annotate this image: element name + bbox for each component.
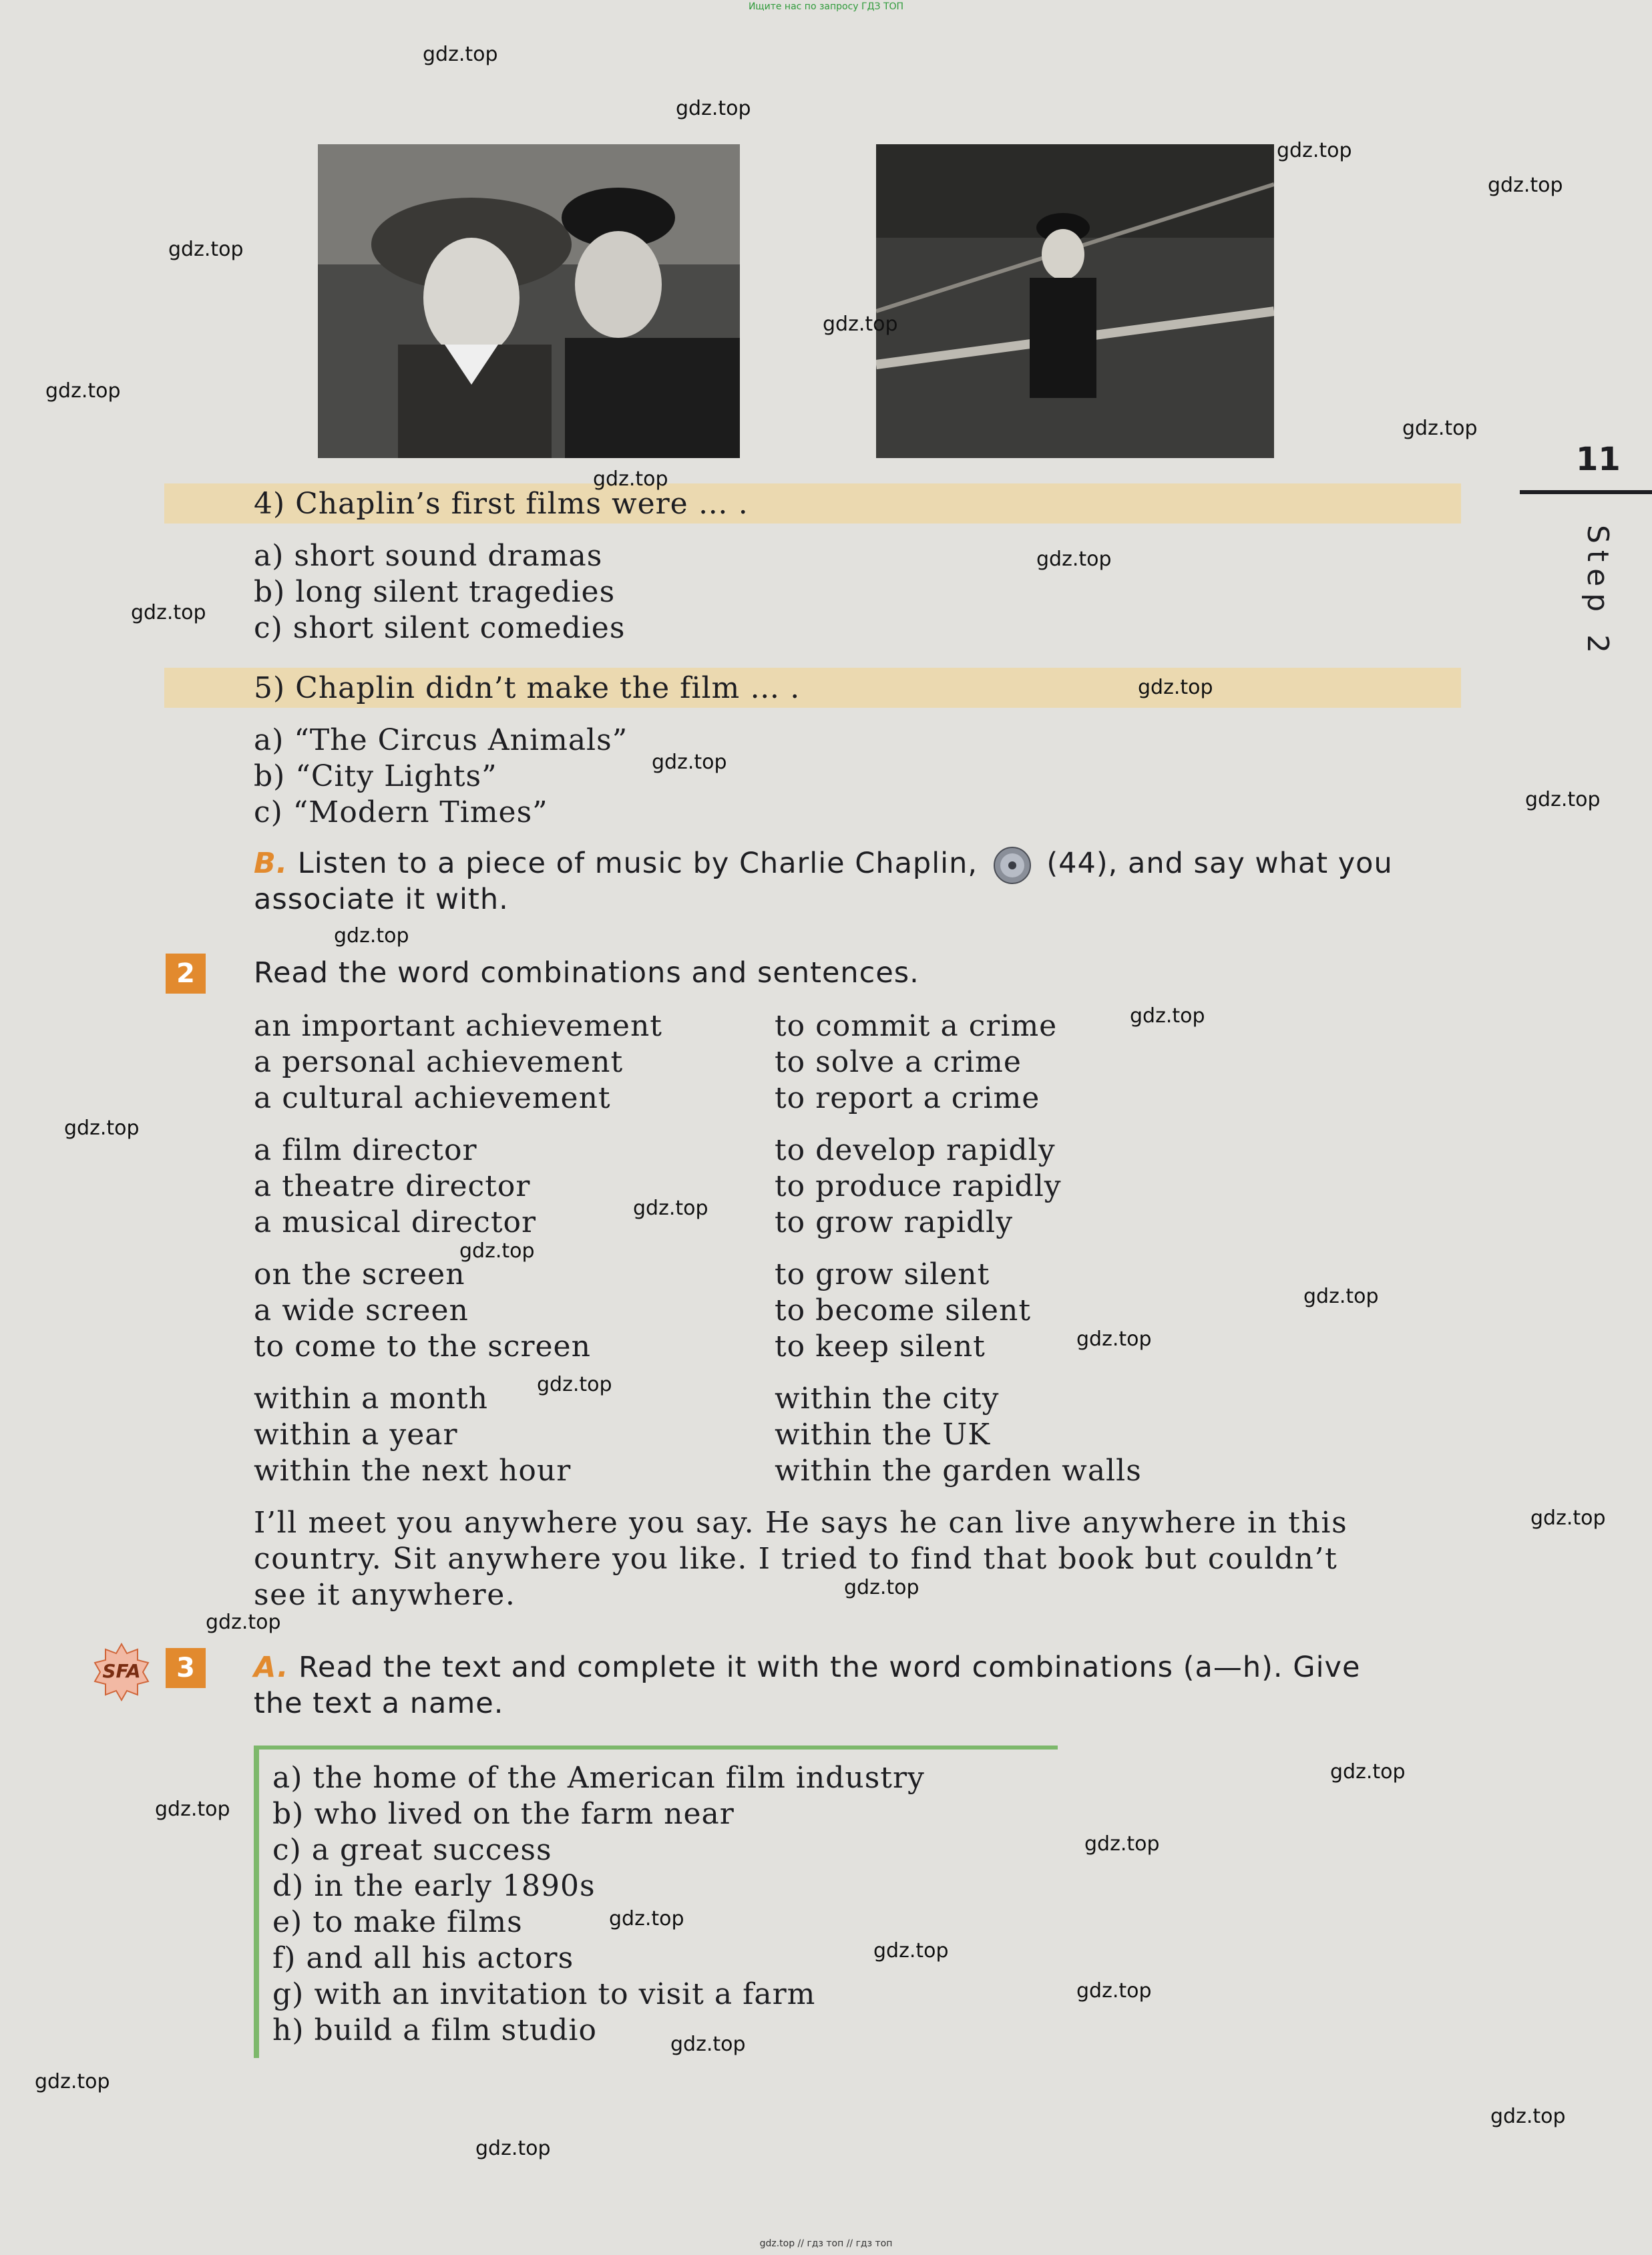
watermark: gdz.top: [873, 1939, 949, 1963]
ex2-right-1-1: to commit a crime: [775, 1009, 1058, 1043]
watermark: gdz.top: [1130, 1004, 1205, 1028]
ex2-left-1-1: an important achievement: [254, 1009, 662, 1043]
ex2-left-4-1: within a month: [254, 1382, 488, 1416]
ex2-left-1-3: a cultural achievement: [254, 1081, 611, 1115]
exercise-3-line-2: the text a name.: [254, 1687, 504, 1720]
ex2-left-1-2: a personal achievement: [254, 1045, 624, 1079]
watermark: gdz.top: [1138, 676, 1213, 699]
ex2-right-2-1: to develop rapidly: [775, 1133, 1056, 1167]
top-banner: Ищите нас по запросу ГДЗ ТОП: [748, 1, 904, 12]
ex2-left-3-2: a wide screen: [254, 1293, 469, 1327]
watermark: gdz.top: [676, 97, 751, 120]
watermark: gdz.top: [1525, 788, 1601, 811]
watermark: gdz.top: [1076, 1979, 1152, 2003]
watermark: gdz.top: [670, 2033, 746, 2056]
q5-stem: 5) Chaplin didn’t make the film … .: [254, 671, 801, 705]
sfa-label: SFA: [102, 1660, 141, 1682]
ex2-sentence-2: country. Sit anywhere you like. I tried to find that book but couldn’t: [254, 1542, 1338, 1576]
ex3-item-c: c) a great success: [272, 1833, 552, 1867]
watermark: gdz.top: [45, 379, 121, 403]
ex3-item-f: f) and all his actors: [272, 1941, 574, 1975]
watermark: gdz.top: [537, 1373, 612, 1396]
ex2-right-1-3: to report a crime: [775, 1081, 1040, 1115]
exercise-3-instruction: Read the text and complete it with the word combinations (a—h). Give: [298, 1651, 1361, 1684]
watermark: gdz.top: [652, 751, 727, 774]
watermark: gdz.top: [593, 467, 668, 491]
watermark: gdz.top: [1084, 1832, 1160, 1856]
exercise-2-number: 2: [166, 954, 206, 994]
ex3-item-h: h) build a film studio: [272, 2013, 597, 2047]
task-b-text-after: (44), and say what you: [1046, 847, 1393, 880]
ex3-item-e: e) to make films: [272, 1905, 523, 1939]
chaplin-photo-couple: [318, 144, 740, 458]
task-b-text-before: Listen to a piece of music by Charlie Chaplin,: [297, 847, 978, 880]
watermark: gdz.top: [131, 601, 206, 624]
exercise-3-letter: A.: [254, 1651, 289, 1684]
watermark: gdz.top: [1277, 139, 1352, 162]
sfa-badge: [92, 1643, 151, 1701]
q4-option-c: c) short silent comedies: [254, 611, 626, 645]
step-tab: Step 2: [1581, 525, 1615, 660]
ex3-item-b: b) who lived on the farm near: [272, 1797, 735, 1831]
ex2-right-3-3: to keep silent: [775, 1329, 986, 1364]
ex2-right-4-1: within the city: [775, 1382, 1000, 1416]
ex2-right-3-1: to grow silent: [775, 1257, 990, 1291]
watermark: gdz.top: [35, 2070, 110, 2093]
page-number: 11: [1576, 441, 1621, 478]
watermark: gdz.top: [1036, 548, 1112, 571]
exercise-3-line-1: [254, 1649, 1360, 1685]
q5-option-a: a) “The Circus Animals”: [254, 723, 628, 757]
q5-option-c: c) “Modern Times”: [254, 795, 548, 829]
ex3-item-d: d) in the early 1890s: [272, 1869, 596, 1903]
watermark: gdz.top: [168, 238, 244, 261]
watermark: gdz.top: [823, 313, 898, 336]
q5-option-b: b) “City Lights”: [254, 759, 497, 793]
watermark: gdz.top: [609, 1907, 684, 1930]
watermark: gdz.top: [423, 43, 498, 66]
ex2-sentence-3: see it anywhere.: [254, 1578, 516, 1612]
watermark: gdz.top: [1303, 1285, 1379, 1308]
ex2-left-4-2: within a year: [254, 1418, 458, 1452]
task-b-letter: B.: [254, 847, 288, 880]
ex2-sentence-1: I’ll meet you anywhere you say. He says he can live anywhere in this: [254, 1506, 1348, 1540]
ex2-left-4-3: within the next hour: [254, 1454, 572, 1488]
q4-stem: 4) Chaplin’s first films were … .: [254, 487, 749, 521]
watermark: gdz.top: [1530, 1506, 1606, 1530]
ex3-item-g: g) with an invitation to visit a farm: [272, 1977, 816, 2011]
footer-text: gdz.top // гдз топ // гдз топ: [759, 2238, 893, 2249]
exercise-3-number: 3: [166, 1648, 206, 1688]
watermark: gdz.top: [206, 1611, 281, 1634]
ex2-left-3-1: on the screen: [254, 1257, 465, 1291]
ex2-right-4-3: within the garden walls: [775, 1454, 1142, 1488]
watermark: gdz.top: [1490, 2105, 1566, 2128]
watermark: gdz.top: [1402, 417, 1478, 440]
watermark: gdz.top: [1076, 1327, 1152, 1351]
watermark: gdz.top: [1330, 1760, 1406, 1784]
watermark: gdz.top: [844, 1576, 919, 1599]
ex2-right-2-2: to produce rapidly: [775, 1169, 1062, 1203]
task-b-line-1: [254, 845, 1393, 885]
ex2-left-2-1: a film director: [254, 1133, 477, 1167]
watermark: gdz.top: [475, 2137, 551, 2160]
ex2-right-3-2: to become silent: [775, 1293, 1032, 1327]
cd-icon[interactable]: [993, 846, 1032, 885]
q4-option-a: a) short sound dramas: [254, 539, 603, 573]
watermark: gdz.top: [1488, 174, 1563, 197]
ex2-right-1-2: to solve a crime: [775, 1045, 1022, 1079]
ex2-right-4-2: within the UK: [775, 1418, 991, 1452]
q4-option-b: b) long silent tragedies: [254, 575, 616, 609]
watermark: gdz.top: [64, 1116, 140, 1140]
watermark: gdz.top: [459, 1239, 535, 1263]
watermark: gdz.top: [334, 924, 409, 948]
exercise-2-heading: Read the word combinations and sentences.: [254, 956, 919, 990]
page-tab-rule: [1520, 490, 1652, 494]
ex2-left-3-3: to come to the screen: [254, 1329, 591, 1364]
ex3-item-a: a) the home of the American film industry: [272, 1761, 925, 1795]
watermark: gdz.top: [155, 1798, 230, 1821]
ex2-right-2-3: to grow rapidly: [775, 1205, 1014, 1239]
task-b-line-2: associate it with.: [254, 883, 509, 916]
watermark: gdz.top: [633, 1197, 708, 1220]
chaplin-photo-tightrope: [876, 144, 1274, 458]
ex2-left-2-3: a musical director: [254, 1205, 537, 1239]
ex2-left-2-2: a theatre director: [254, 1169, 531, 1203]
